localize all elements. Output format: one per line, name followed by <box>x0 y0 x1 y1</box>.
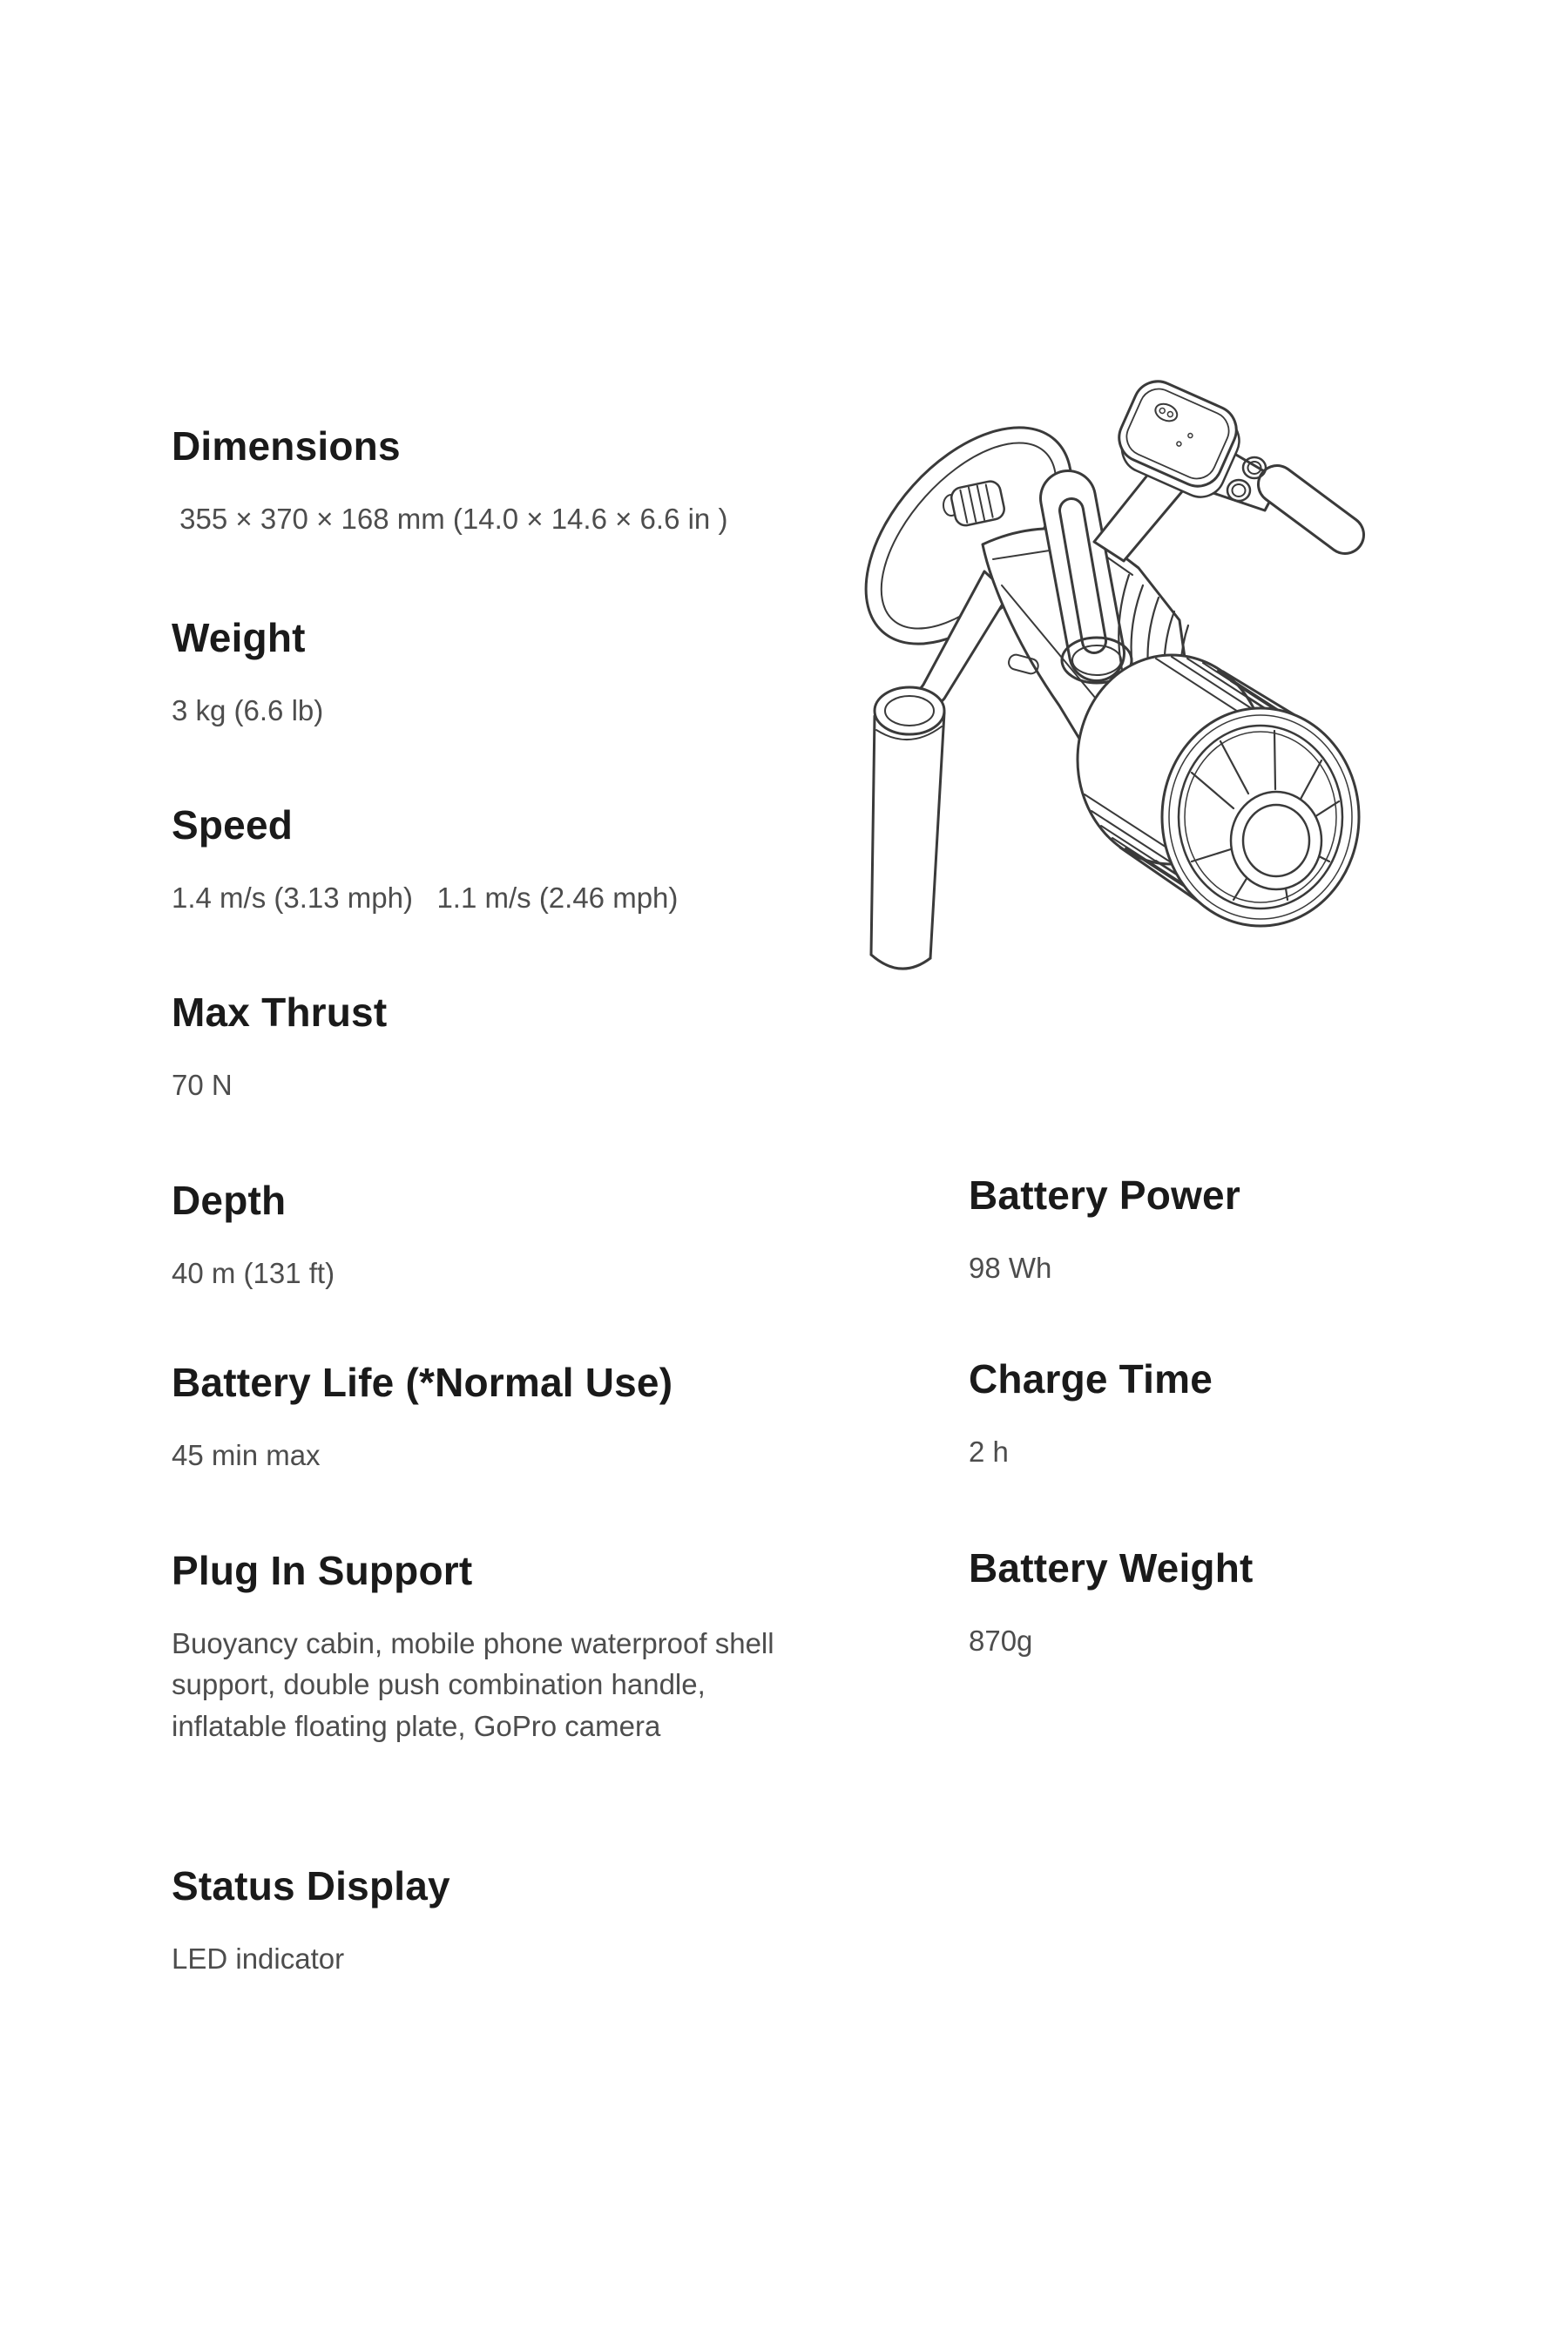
underwater-scooter-line-drawing-icon <box>836 357 1446 984</box>
spec-dimensions-title: Dimensions <box>172 423 401 469</box>
spec-battery-weight <box>969 1546 1254 1661</box>
spec-status-display <box>172 1864 450 1979</box>
spec-battery-power-title: Battery Power <box>969 1172 1240 1218</box>
spec-max-thrust-value: 70 N <box>172 1068 233 1101</box>
spec-plug-in-support-title: Plug In Support <box>172 1548 473 1593</box>
spec-speed-title: Speed <box>172 802 294 848</box>
spec-speed-value: 1.4 m/s (3.13 mph) 1.1 m/s (2.46 mph) <box>172 881 679 914</box>
spec-max-thrust-title: Max Thrust <box>172 990 388 1035</box>
spec-depth-title: Depth <box>172 1178 287 1223</box>
spec-status-display-title: Status Display <box>172 1863 450 1908</box>
spec-battery-life-title: Battery Life (*Normal Use) <box>172 1360 673 1405</box>
spec-charge-time <box>969 1357 1213 1472</box>
spec-battery-power <box>969 1173 1240 1288</box>
spec-depth <box>172 1179 335 1294</box>
spec-weight-title: Weight <box>172 615 306 660</box>
spec-dimensions <box>172 424 727 539</box>
spec-battery-weight-title: Battery Weight <box>969 1545 1254 1591</box>
spec-weight-value: 3 kg (6.6 lb) <box>172 693 324 726</box>
spec-plug-in-support-value: Buoyancy cabin, mobile phone waterproof shell support, double push combination handle, inflatable floating plate, GoPro camera <box>172 1626 782 1743</box>
spec-battery-power-value: 98 Wh <box>969 1251 1052 1284</box>
spec-speed <box>172 803 678 918</box>
spec-charge-time-value: 2 h <box>969 1435 1009 1468</box>
spec-battery-weight-value: 870g <box>969 1624 1033 1657</box>
spec-weight <box>172 616 323 731</box>
spec-battery-life-value: 45 min max <box>172 1438 321 1471</box>
spec-charge-time-title: Charge Time <box>969 1356 1213 1402</box>
spec-dimensions-value: 355 × 370 × 168 mm (14.0 × 14.6 × 6.6 in ) <box>172 502 728 535</box>
spec-battery-life <box>172 1361 672 1476</box>
spec-status-display-value: LED indicator <box>172 1942 345 1975</box>
spec-depth-value: 40 m (131 ft) <box>172 1256 335 1289</box>
product-illustration <box>836 357 1446 984</box>
spec-max-thrust <box>172 990 387 1105</box>
spec-plug-in-support <box>172 1549 799 1747</box>
